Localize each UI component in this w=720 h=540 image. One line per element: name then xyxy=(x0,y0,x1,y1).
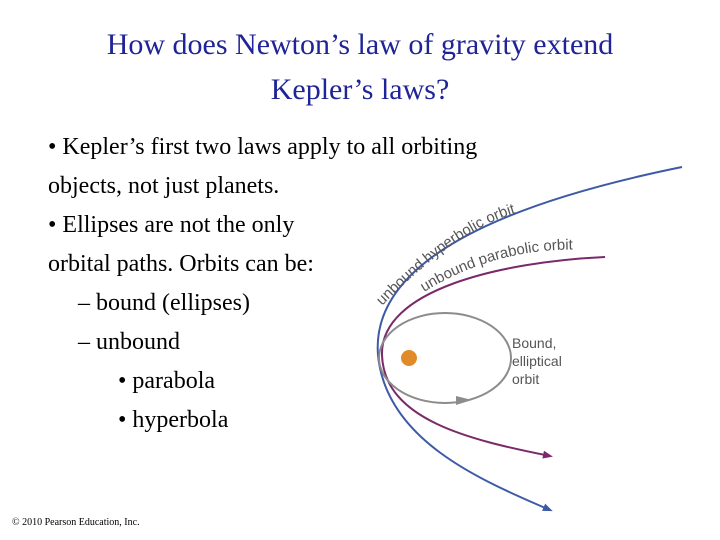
bound-orbit-label xyxy=(512,335,566,387)
elliptical-orbit xyxy=(379,313,511,403)
sub-bullet-unbound: – unbound xyxy=(78,329,180,355)
bound-label-line-3: orbit xyxy=(512,371,540,387)
title-line-1: How does Newton’s law of gravity extend xyxy=(106,28,614,61)
bound-label-line-2: elliptical xyxy=(512,353,562,369)
title-line-2: Kepler’s laws? xyxy=(270,73,450,106)
bound-label-line-1: Bound, xyxy=(512,335,557,351)
copyright-notice: © 2010 Pearson Education, Inc. xyxy=(12,517,140,528)
sub-sub-bullet-hyperbola: • hyperbola xyxy=(118,407,229,433)
sub-bullet-bound: – bound (ellipses) xyxy=(78,290,250,316)
hyperbolic-orbit-label: unbound hyperbolic orbit xyxy=(372,200,517,309)
sub-sub-bullet-parabola: • parabola xyxy=(118,368,216,394)
sun-icon xyxy=(401,350,417,366)
bullet-2-line-2: orbital paths. Orbits can be: xyxy=(48,251,314,277)
bullet-1-line-1: • Kepler’s first two laws apply to all orbiting xyxy=(48,134,478,160)
bullet-1-line-2: objects, not just planets. xyxy=(48,173,280,199)
parabolic-orbit-label: unbound parabolic orbit xyxy=(417,236,573,296)
bullet-2-line-1: • Ellipses are not the only xyxy=(48,212,295,238)
elliptical-orbit-arrow-icon xyxy=(456,396,472,405)
